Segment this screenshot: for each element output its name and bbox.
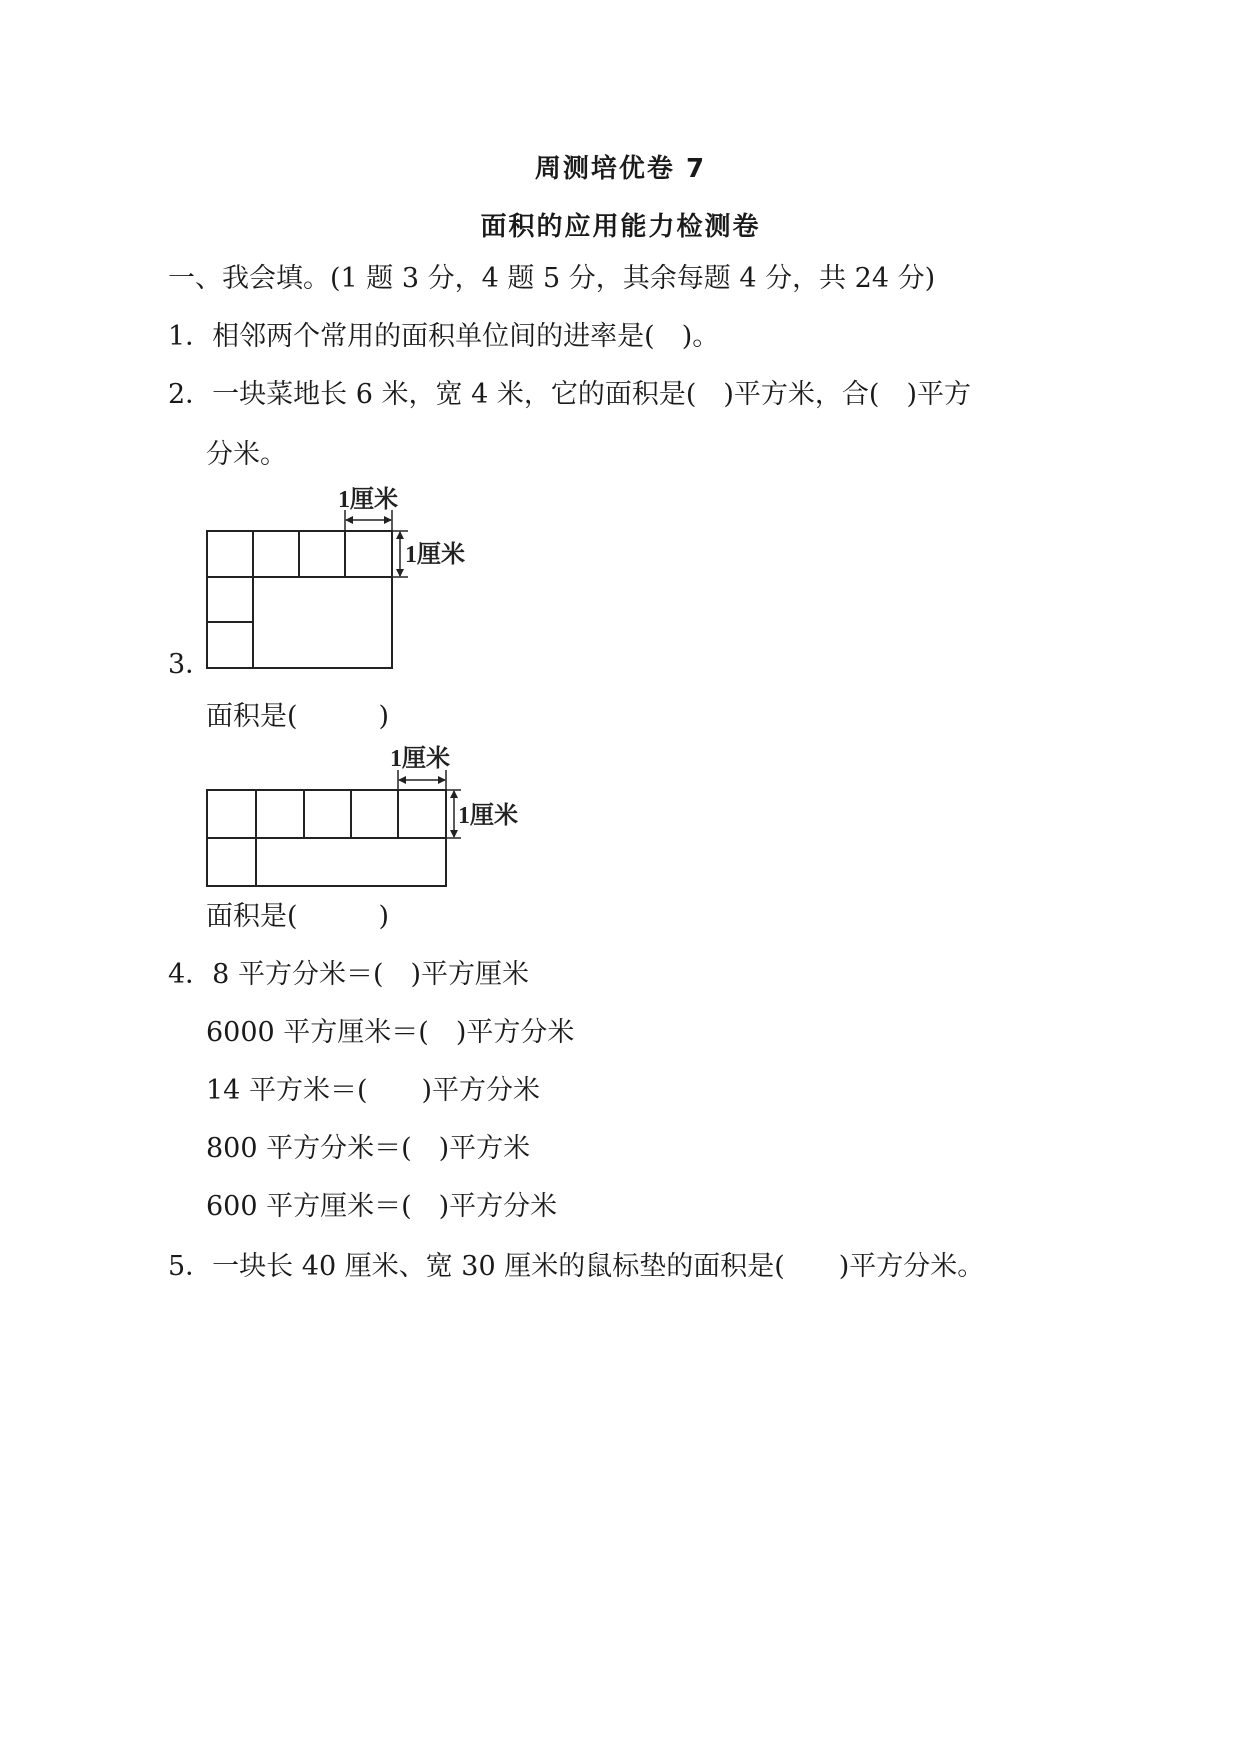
question-3-answer-a: 面积是( ) [206, 701, 390, 732]
question-3-number: 3． [168, 649, 213, 680]
question-4-line-5: 600 平方厘米＝( )平方分米 [206, 1191, 558, 1222]
question-4-line-4: 800 平方分米＝( )平方米 [206, 1133, 531, 1164]
figure-b [207, 770, 461, 886]
page-subtitle: 面积的应用能力检测卷 [480, 212, 761, 242]
figure-a [207, 510, 408, 668]
figure-a-top-label: 1厘米 [338, 487, 398, 513]
figure-a-side-label: 1厘米 [405, 542, 465, 568]
question-2-line-1: 2．一块菜地长 6 米，宽 4 米，它的面积是( )平方米，合( )平方 [168, 379, 971, 410]
question-4-line-1: 4．8 平方分米＝( )平方厘米 [168, 959, 530, 990]
question-1: 1．相邻两个常用的面积单位间的进率是( )。 [168, 321, 720, 352]
question-4-line-2: 6000 平方厘米＝( )平方分米 [206, 1017, 575, 1048]
question-4-line-3: 14 平方米＝( )平方分米 [206, 1075, 541, 1106]
figure-b-side-label: 1厘米 [458, 803, 518, 829]
figure-b-top-label: 1厘米 [390, 746, 450, 772]
question-5: 5．一块长 40 厘米、宽 30 厘米的鼠标垫的面积是( )平方分米。 [168, 1251, 985, 1282]
page-title: 周测培优卷 7 [534, 154, 707, 184]
section-heading: 一、我会填。(1 题 3 分，4 题 5 分，其余每题 4 分，共 24 分) [168, 263, 936, 294]
question-2-line-2: 分米。 [206, 439, 287, 470]
question-3-answer-b: 面积是( ) [206, 901, 390, 932]
